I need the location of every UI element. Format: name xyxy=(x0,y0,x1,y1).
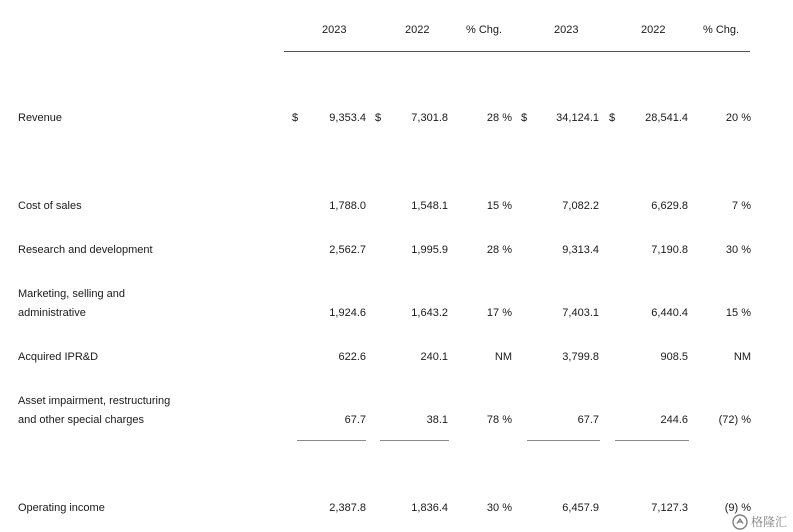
watermark xyxy=(732,513,787,530)
pct-change-quarter: NM xyxy=(494,351,512,363)
row-label-line2: and other special charges xyxy=(18,414,144,426)
pct-change-year: NM xyxy=(733,351,751,363)
header-2022-year: 2022 xyxy=(641,24,666,36)
pct-change-quarter: 15 % xyxy=(486,200,512,212)
value-2022-quarter: 1,995.9 xyxy=(411,244,448,256)
pct-change-quarter: 17 % xyxy=(486,307,512,319)
currency-symbol: $ xyxy=(521,112,528,124)
value-2022-quarter: 1,643.2 xyxy=(411,307,448,319)
value-2022-year: 908.5 xyxy=(660,351,688,363)
value-2022-quarter: 1,836.4 xyxy=(411,502,448,514)
pct-change-year: 15 % xyxy=(725,307,751,319)
value-2023-quarter: 2,562.7 xyxy=(329,244,366,256)
pct-change-quarter: 28 % xyxy=(486,244,512,256)
gelonghui-logo-icon xyxy=(732,514,748,530)
pct-change-year: (9) % xyxy=(724,502,751,514)
row-label-line1: Asset impairment, restructuring xyxy=(18,395,171,407)
header-pct-change-quarter: % Chg. xyxy=(466,24,503,36)
value-2022-quarter: 1,548.1 xyxy=(411,200,448,212)
header-rule xyxy=(284,51,750,52)
value-2023-year: 34,124.1 xyxy=(556,112,599,124)
currency-symbol: $ xyxy=(292,112,299,124)
value-2022-year: 28,541.4 xyxy=(645,112,688,124)
header-2023-quarter: 2023 xyxy=(322,24,347,36)
value-2022-year: 244.6 xyxy=(660,414,688,426)
value-2022-quarter: 240.1 xyxy=(420,351,448,363)
row-label: Cost of sales xyxy=(18,200,82,212)
value-2022-quarter: 7,301.8 xyxy=(411,112,448,124)
value-2023-year: 9,313.4 xyxy=(562,244,599,256)
value-2023-quarter: 67.7 xyxy=(344,414,366,426)
value-2022-year: 6,440.4 xyxy=(651,307,688,319)
value-2023-quarter: 1,924.6 xyxy=(329,307,366,319)
value-2022-quarter: 38.1 xyxy=(426,414,448,426)
pct-change-quarter: 30 % xyxy=(486,502,512,514)
currency-symbol: $ xyxy=(375,112,382,124)
pct-change-year: 7 % xyxy=(732,200,751,212)
pct-change-quarter: 78 % xyxy=(486,414,512,426)
header-pct-change-year: % Chg. xyxy=(703,24,740,36)
header-2022-quarter: 2022 xyxy=(405,24,430,36)
row-label: Operating income xyxy=(18,502,105,514)
value-2023-year: 67.7 xyxy=(577,414,599,426)
value-2023-quarter: 622.6 xyxy=(338,351,366,363)
subtotal-rule xyxy=(380,440,449,441)
row-label: Acquired IPR&D xyxy=(18,351,99,363)
pct-change-year: 20 % xyxy=(725,112,751,124)
value-2022-year: 7,190.8 xyxy=(651,244,688,256)
value-2023-year: 3,799.8 xyxy=(562,351,599,363)
row-label-line2: administrative xyxy=(18,307,86,319)
pct-change-year: (72) % xyxy=(718,414,751,426)
subtotal-rule xyxy=(297,440,366,441)
value-2023-quarter: 9,353.4 xyxy=(329,112,366,124)
watermark-text: 格隆汇 xyxy=(750,515,787,529)
value-2023-quarter: 2,387.8 xyxy=(329,502,366,514)
value-2023-year: 7,082.2 xyxy=(562,200,599,212)
header-2023-year: 2023 xyxy=(554,24,579,36)
row-label: Revenue xyxy=(18,112,63,124)
value-2023-year: 6,457.9 xyxy=(562,502,599,514)
subtotal-rule xyxy=(615,440,689,441)
row-label: Research and development xyxy=(18,244,153,256)
value-2023-quarter: 1,788.0 xyxy=(329,200,366,212)
value-2022-year: 7,127.3 xyxy=(651,502,688,514)
value-2022-year: 6,629.8 xyxy=(651,200,688,212)
currency-symbol: $ xyxy=(609,112,616,124)
value-2023-year: 7,403.1 xyxy=(562,307,599,319)
row-label-line1: Marketing, selling and xyxy=(18,288,126,300)
pct-change-year: 30 % xyxy=(725,244,751,256)
pct-change-quarter: 28 % xyxy=(486,112,512,124)
subtotal-rule xyxy=(527,440,600,441)
